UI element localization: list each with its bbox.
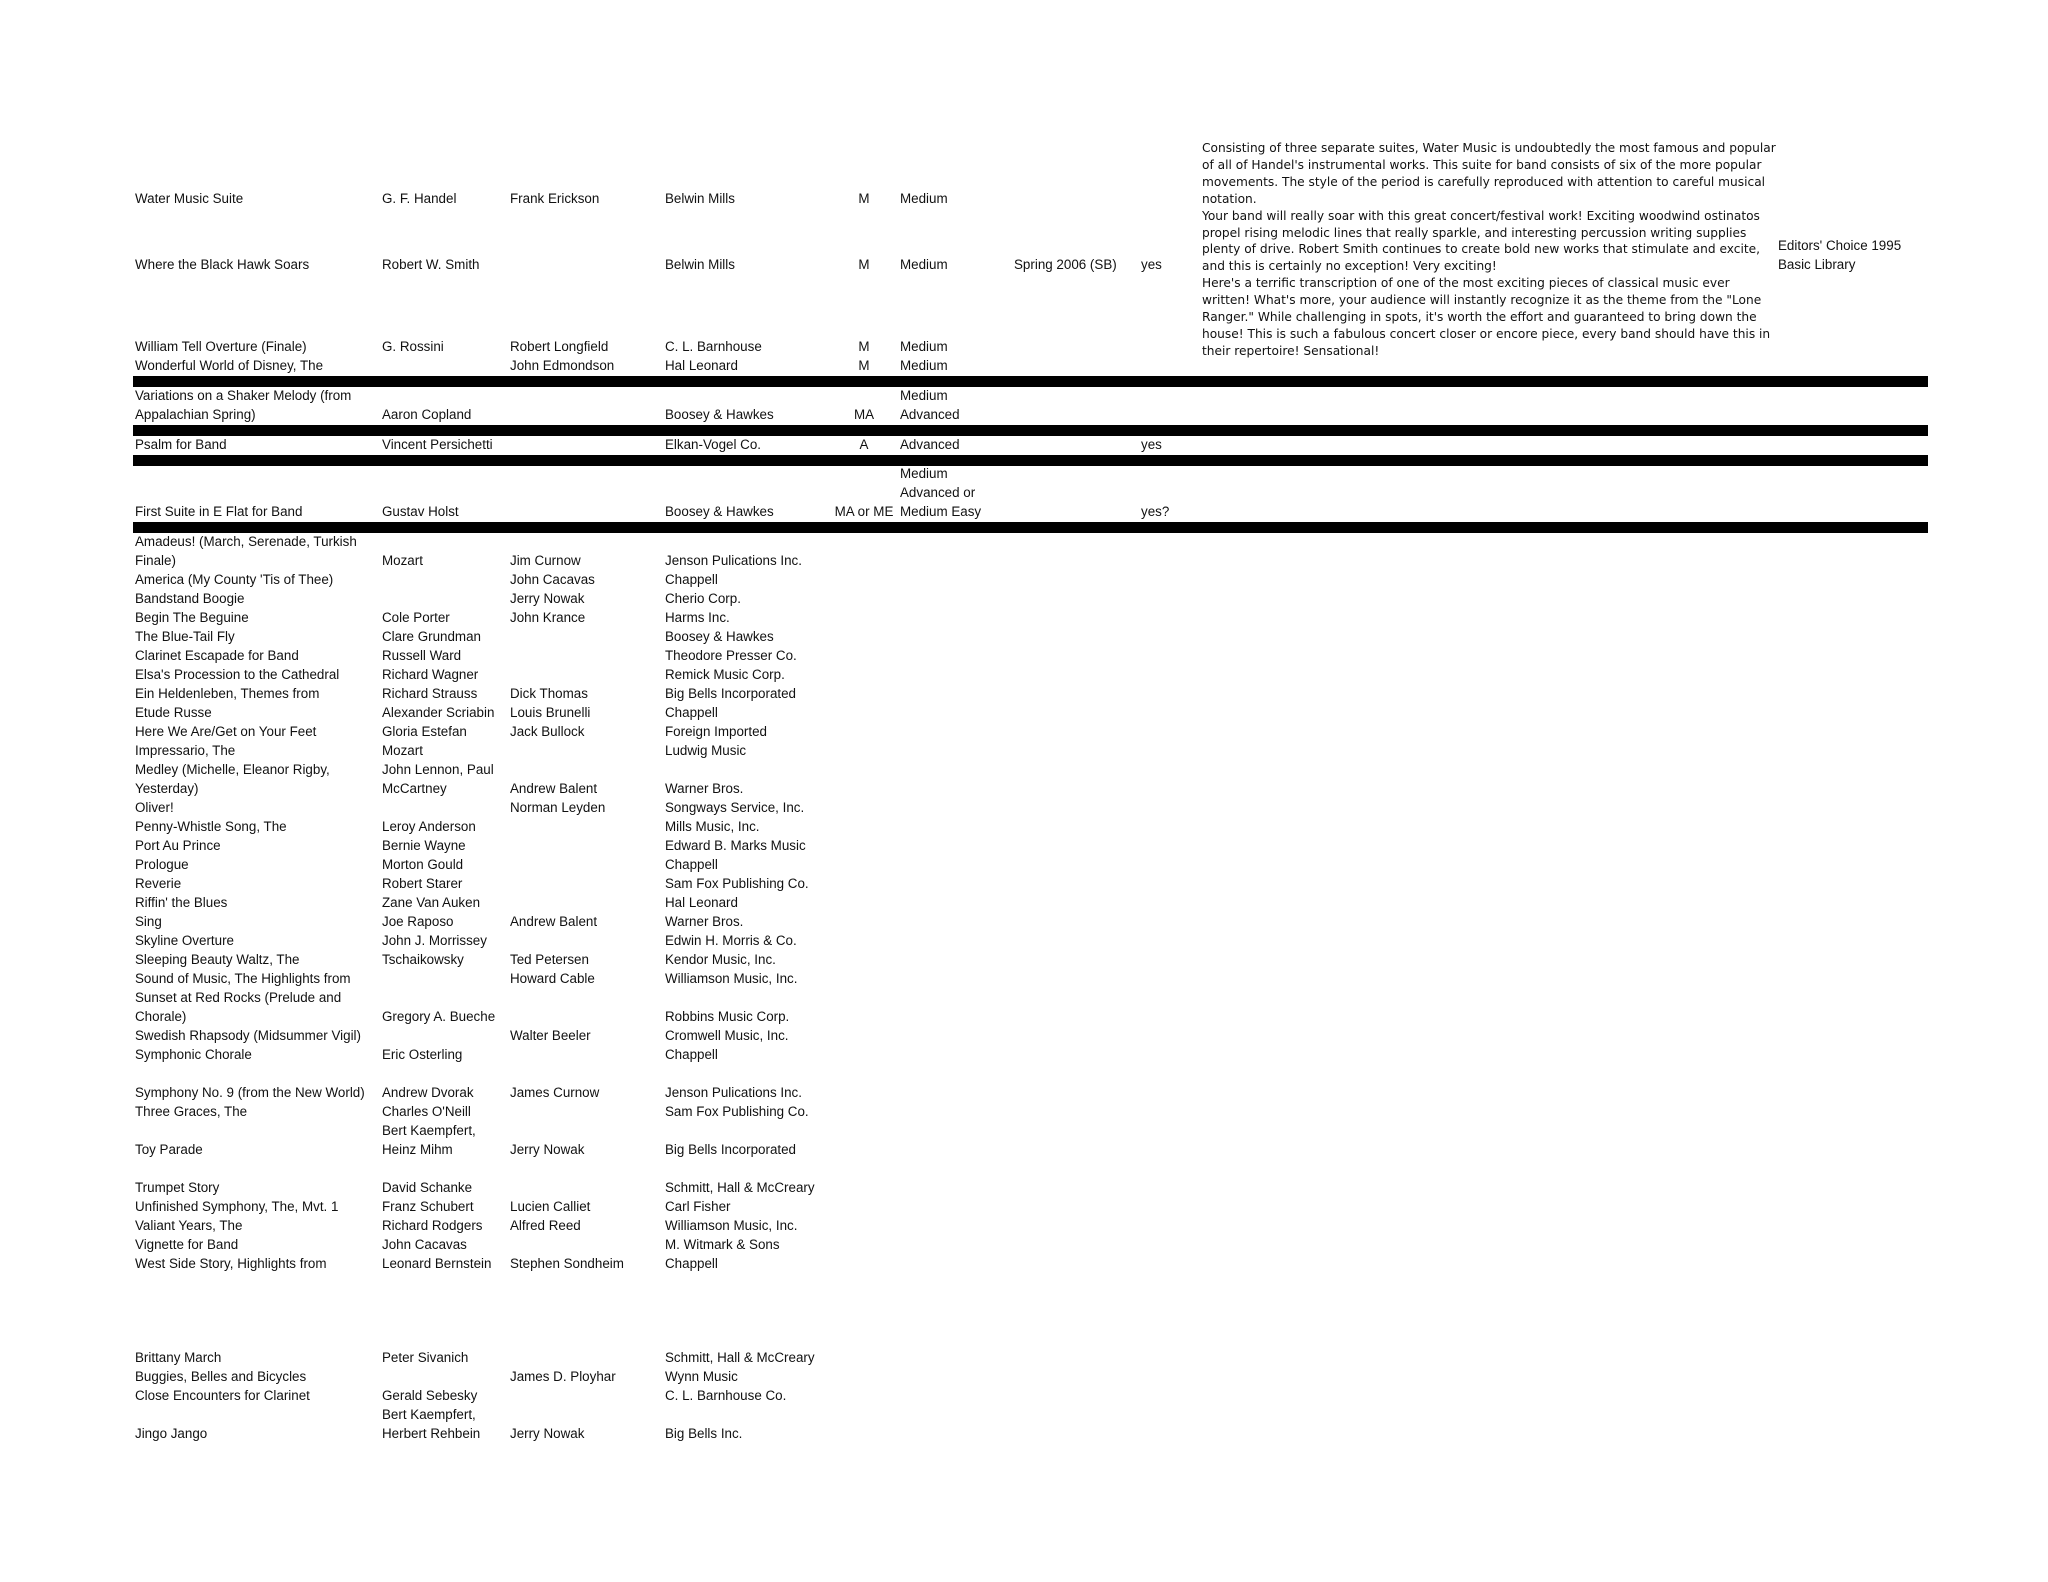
composer-cell: Charles O'Neill [382, 1104, 471, 1119]
grade-cell: M [858, 257, 870, 272]
publisher-cell: Carl Fisher [665, 1199, 731, 1214]
composer-cell: Bert Kaempfert, [382, 1123, 476, 1138]
title-cell: Bandstand Boogie [135, 591, 245, 606]
publisher-cell: C. L. Barnhouse Co. [665, 1388, 787, 1403]
arranger-cell: Alfred Reed [510, 1218, 581, 1233]
title-cell: America (My County 'Tis of Thee) [135, 572, 334, 587]
title-cell: Toy Parade [135, 1142, 203, 1157]
description-column [1202, 140, 1777, 360]
title-cell: Wonderful World of Disney, The [135, 358, 324, 373]
arranger-cell: John Edmondson [510, 358, 615, 373]
publisher-cell: Songways Service, Inc. [665, 800, 805, 815]
section-divider [133, 376, 1928, 387]
title-cell: Yesterday) [135, 781, 199, 796]
composer-cell: Tschaikowsky [382, 952, 464, 967]
title-cell: Penny-Whistle Song, The [135, 819, 287, 834]
arranger-cell: Howard Cable [510, 971, 595, 986]
publisher-cell: Belwin Mills [665, 191, 735, 206]
composer-cell: David Schanke [382, 1180, 473, 1195]
composer-cell: Gustav Holst [382, 504, 459, 519]
composer-cell: Leonard Bernstein [382, 1256, 492, 1271]
grade-cell: A [859, 437, 869, 452]
publisher-cell: Jenson Pulications Inc. [665, 553, 802, 568]
composer-cell: G. Rossini [382, 339, 444, 354]
title-cell: Reverie [135, 876, 182, 891]
arranger-cell: James D. Ployhar [510, 1369, 616, 1384]
composer-cell: John J. Morrissey [382, 933, 487, 948]
publisher-cell: Schmitt, Hall & McCreary [665, 1180, 815, 1195]
arranger-cell: Dick Thomas [510, 686, 588, 701]
publisher-cell: Chappell [665, 572, 718, 587]
publisher-cell: Big Bells Incorporated [665, 1142, 797, 1157]
publisher-cell: Cherio Corp. [665, 591, 741, 606]
title-cell: Etude Russe [135, 705, 212, 720]
composer-cell: Alexander Scriabin [382, 705, 495, 720]
composer-cell: Richard Strauss [382, 686, 478, 701]
composer-cell: McCartney [382, 781, 447, 796]
title-cell: Skyline Overture [135, 933, 234, 948]
publisher-cell: Jenson Pulications Inc. [665, 1085, 802, 1100]
publisher-cell: Remick Music Corp. [665, 667, 785, 682]
award-cell: Editors' Choice 1995 [1778, 238, 1902, 253]
title-cell: Symphonic Chorale [135, 1047, 252, 1062]
composer-cell: Heinz Mihm [382, 1142, 453, 1157]
arranger-cell: Jim Curnow [510, 553, 581, 568]
composer-cell: Vincent Persichetti [382, 437, 493, 452]
title-cell: Close Encounters for Clarinet [135, 1388, 310, 1403]
difficulty-cell: Advanced [900, 437, 960, 452]
publisher-cell: Big Bells Inc. [665, 1426, 743, 1441]
difficulty-cell: Medium Easy [900, 504, 982, 519]
publisher-cell: Elkan-Vogel Co. [665, 437, 762, 452]
arranger-cell: John Krance [510, 610, 586, 625]
section-divider [133, 455, 1928, 466]
publisher-cell: Theodore Presser Co. [665, 648, 797, 663]
description-william-tell: Here's a terrific transcription of one of the most exciting pieces of classical music ever written! What's more, your audience will instantly recognize it as the theme from the "Lone Ranger." While challenging in spots, it's worth the effort and guaranteed to bring down the house! This is such a fabulous concert closer or encore piece, every band should have this in their repertoire! Sensational! [1202, 276, 1771, 358]
difficulty-cell: Medium [900, 358, 948, 373]
composer-cell: Peter Sivanich [382, 1350, 469, 1365]
title-cell: Symphony No. 9 (from the New World) [135, 1085, 365, 1100]
composer-cell: Franz Schubert [382, 1199, 474, 1214]
publisher-cell: Boosey & Hawkes [665, 504, 774, 519]
composer-cell: Zane Van Auken [382, 895, 481, 910]
arranger-cell: Ted Petersen [510, 952, 589, 967]
title-cell: The Blue-Tail Fly [135, 629, 235, 644]
season-cell: Spring 2006 (SB) [1014, 257, 1117, 272]
publisher-cell: Schmitt, Hall & McCreary [665, 1350, 815, 1365]
arranger-cell: John Cacavas [510, 572, 595, 587]
arranger-cell: Lucien Calliet [510, 1199, 591, 1214]
composer-cell: Robert Starer [382, 876, 463, 891]
composer-cell: Eric Osterling [382, 1047, 463, 1062]
title-cell: Elsa's Procession to the Cathedral [135, 667, 340, 682]
arranger-cell: Jerry Nowak [510, 591, 585, 606]
arranger-cell: Stephen Sondheim [510, 1256, 624, 1271]
grade-cell: MA [853, 407, 875, 422]
composer-cell: John Cacavas [382, 1237, 467, 1252]
composer-cell: Gloria Estefan [382, 724, 467, 739]
publisher-cell: Cromwell Music, Inc. [665, 1028, 789, 1043]
publisher-cell: Harms Inc. [665, 610, 730, 625]
composer-cell: Mozart [382, 743, 423, 758]
title-cell: Here We Are/Get on Your Feet [135, 724, 317, 739]
publisher-cell: Warner Bros. [665, 914, 744, 929]
title-cell: Oliver! [135, 800, 174, 815]
title-cell: Riffin' the Blues [135, 895, 228, 910]
publisher-cell: Boosey & Hawkes [665, 629, 774, 644]
publisher-cell: Chappell [665, 1256, 718, 1271]
title-cell: Begin The Beguine [135, 610, 249, 625]
composer-cell: Richard Wagner [382, 667, 479, 682]
composer-cell: Andrew Dvorak [382, 1085, 474, 1100]
arranger-cell: Jack Bullock [510, 724, 585, 739]
grade-cell: M [858, 339, 870, 354]
difficulty-cell: Advanced [900, 407, 960, 422]
title-cell: Trumpet Story [135, 1180, 220, 1195]
title-cell: Swedish Rhapsody (Midsummer Vigil) [135, 1028, 361, 1043]
title-cell: Unfinished Symphony, The, Mvt. 1 [135, 1199, 339, 1214]
publisher-cell: Ludwig Music [665, 743, 747, 758]
publisher-cell: Wynn Music [665, 1369, 738, 1384]
difficulty-cell: Medium [900, 339, 948, 354]
publisher-cell: Sam Fox Publishing Co. [665, 876, 809, 891]
composer-cell: G. F. Handel [382, 191, 457, 206]
arranger-cell: Robert Longfield [510, 339, 609, 354]
publisher-cell: Chappell [665, 1047, 718, 1062]
title-cell: Clarinet Escapade for Band [135, 648, 299, 663]
arranger-cell: Jerry Nowak [510, 1426, 585, 1441]
title-cell: Medley (Michelle, Eleanor Rigby, [135, 762, 330, 777]
publisher-cell: C. L. Barnhouse [665, 339, 762, 354]
title-cell: Sunset at Red Rocks (Prelude and [135, 990, 342, 1005]
publisher-cell: Hal Leonard [665, 358, 738, 373]
publisher-cell: Hal Leonard [665, 895, 738, 910]
title-cell: West Side Story, Highlights from [135, 1256, 327, 1271]
title-cell: Port Au Prince [135, 838, 221, 853]
publisher-cell: Chappell [665, 857, 718, 872]
publisher-cell: Warner Bros. [665, 781, 744, 796]
arranger-cell: Andrew Balent [510, 781, 598, 796]
title-cell: Where the Black Hawk Soars [135, 257, 310, 272]
title-cell: Finale) [135, 553, 176, 568]
arranger-cell: Jerry Nowak [510, 1142, 585, 1157]
title-cell: Sound of Music, The Highlights from [135, 971, 351, 986]
title-cell: Valiant Years, The [135, 1218, 243, 1233]
composer-cell: Joe Raposo [382, 914, 454, 929]
description-black-hawk: Your band will really soar with this great concert/festival work! Exciting woodwind ostinatos propel rising melodic lines that really sparkle, and interesting percussion writing supplies plenty of drive. Robert Smith continues to create bold new works that stimulate and excite, and this is certainly no exception! Very exciting! [1202, 208, 1760, 274]
publisher-cell: Sam Fox Publishing Co. [665, 1104, 809, 1119]
section-divider [133, 522, 1928, 533]
difficulty-cell: Medium [900, 388, 948, 403]
title-cell: Psalm for Band [135, 437, 227, 452]
title-cell: Ein Heldenleben, Themes from [135, 686, 320, 701]
publisher-cell: Chappell [665, 705, 718, 720]
title-cell: First Suite in E Flat for Band [135, 504, 303, 519]
composer-cell: Clare Grundman [382, 629, 481, 644]
title-cell: Prologue [135, 857, 189, 872]
publisher-cell: Edward B. Marks Music [665, 838, 806, 853]
composer-cell: Morton Gould [382, 857, 464, 872]
title-cell: Appalachian Spring) [135, 407, 256, 422]
recommended-cell: yes [1141, 257, 1162, 272]
award-cell: Basic Library [1778, 257, 1856, 272]
title-cell: Amadeus! (March, Serenade, Turkish [135, 534, 357, 549]
composer-cell: Russell Ward [382, 648, 462, 663]
composer-cell: Aaron Copland [382, 407, 472, 422]
publisher-cell: Foreign Imported [665, 724, 767, 739]
composer-cell: Robert W. Smith [382, 257, 480, 272]
arranger-cell: Norman Leyden [510, 800, 606, 815]
publisher-cell: Big Bells Incorporated [665, 686, 797, 701]
composer-cell: Bert Kaempfert, [382, 1407, 476, 1422]
publisher-cell: Boosey & Hawkes [665, 407, 774, 422]
composer-cell: John Lennon, Paul [382, 762, 494, 777]
publisher-cell: Williamson Music, Inc. [665, 971, 798, 986]
difficulty-cell: Advanced or [900, 485, 976, 500]
publisher-cell: Mills Music, Inc. [665, 819, 760, 834]
arranger-cell: Frank Erickson [510, 191, 600, 206]
composer-cell: Cole Porter [382, 610, 450, 625]
publisher-cell: Robbins Music Corp. [665, 1009, 790, 1024]
title-cell: Brittany March [135, 1350, 222, 1365]
composer-cell: Gregory A. Bueche [382, 1009, 496, 1024]
grade-cell: M [858, 358, 870, 373]
publisher-cell: Edwin H. Morris & Co. [665, 933, 797, 948]
publisher-cell: M. Witmark & Sons [665, 1237, 780, 1252]
arranger-cell: Louis Brunelli [510, 705, 591, 720]
title-cell: Sing [135, 914, 162, 929]
composer-cell: Richard Rodgers [382, 1218, 483, 1233]
title-cell: Impressario, The [135, 743, 236, 758]
title-cell: Water Music Suite [135, 191, 244, 206]
difficulty-cell: Medium [900, 257, 948, 272]
title-cell: Three Graces, The [135, 1104, 248, 1119]
title-cell: Chorale) [135, 1009, 187, 1024]
composer-cell: Mozart [382, 553, 423, 568]
recommended-cell: yes? [1141, 504, 1170, 519]
title-cell: Vignette for Band [135, 1237, 239, 1252]
composer-cell: Leroy Anderson [382, 819, 476, 834]
composer-cell: Bernie Wayne [382, 838, 466, 853]
title-cell: Variations on a Shaker Melody (from [135, 388, 352, 403]
arranger-cell: James Curnow [510, 1085, 600, 1100]
publisher-cell: Kendor Music, Inc. [665, 952, 776, 967]
arranger-cell: Andrew Balent [510, 914, 598, 929]
difficulty-cell: Medium [900, 191, 948, 206]
description-water-music: Consisting of three separate suites, Water Music is undoubtedly the most famous and popular of all of Handel's instrumental works. This suite for band consists of six of the more popular movements. The style of the period is carefully reproduced with attention to careful musical notation. [1202, 141, 1776, 206]
composer-cell: Gerald Sebesky [382, 1388, 478, 1403]
recommended-cell: yes [1141, 437, 1162, 452]
title-cell: William Tell Overture (Finale) [135, 339, 307, 354]
difficulty-cell: Medium [900, 466, 948, 481]
arranger-cell: Walter Beeler [510, 1028, 591, 1043]
title-cell: Buggies, Belles and Bicycles [135, 1369, 307, 1384]
title-cell: Jingo Jango [135, 1426, 208, 1441]
publisher-cell: Belwin Mills [665, 257, 735, 272]
grade-cell: MA or ME [834, 504, 894, 519]
title-cell: Sleeping Beauty Waltz, The [135, 952, 300, 967]
composer-cell: Herbert Rehbein [382, 1426, 481, 1441]
publisher-cell: Williamson Music, Inc. [665, 1218, 798, 1233]
grade-cell: M [858, 191, 870, 206]
